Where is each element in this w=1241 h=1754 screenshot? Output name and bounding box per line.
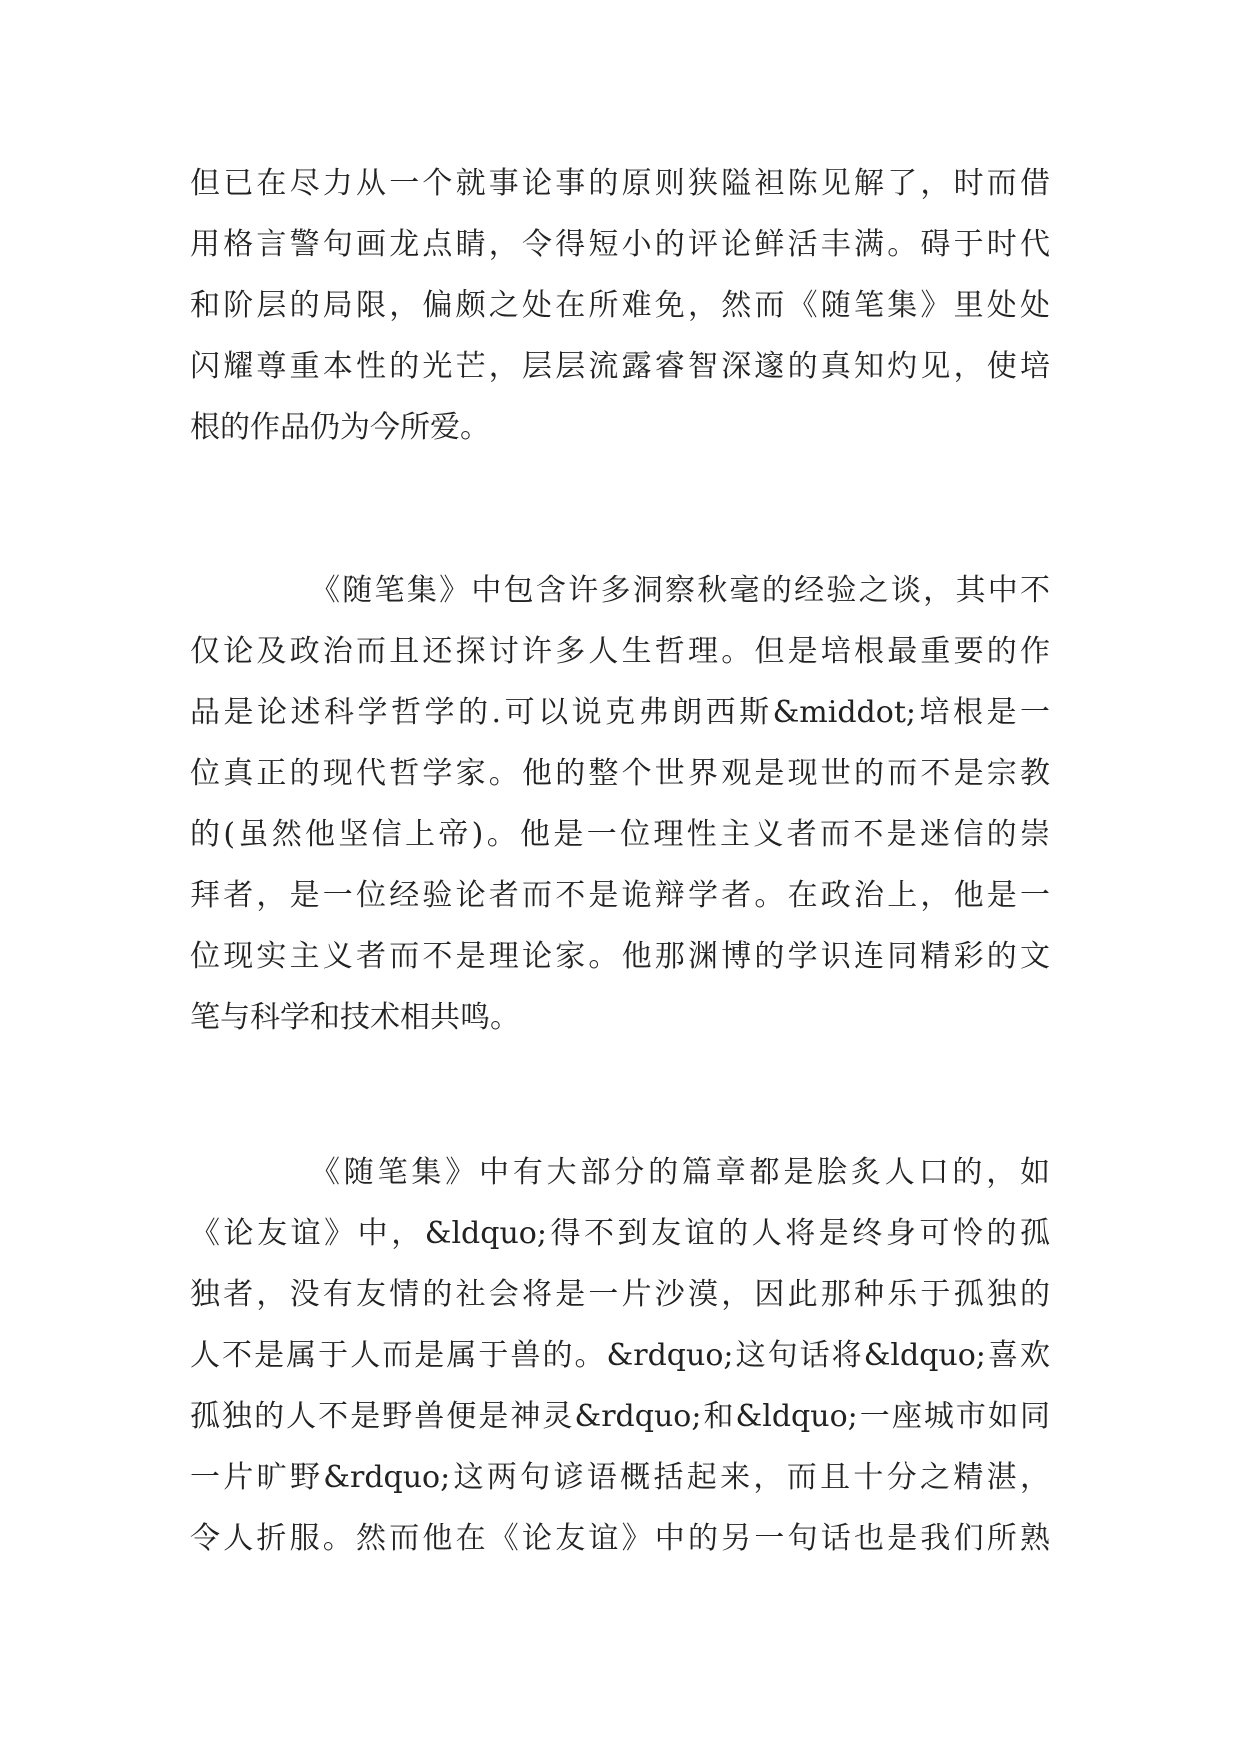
text-line: 根的作品仍为今所爱。 xyxy=(190,410,490,445)
text-line: 用格言警句画龙点睛，令得短小的评论鲜活丰满。碍于时代 xyxy=(190,227,1050,262)
text-line: 的(虽然他坚信上帝)。他是一位理性主义者而不是迷信的崇 xyxy=(190,817,1050,852)
text-line: 独者，没有友情的社会将是一片沙漠，因此那种乐于孤独的 xyxy=(190,1277,1050,1312)
paragraph-1 xyxy=(190,153,1050,458)
text-line: 但已在尽力从一个就事论事的原则狭隘袒陈见解了，时而借 xyxy=(190,166,1050,201)
paragraph-3 xyxy=(190,1142,1050,1569)
text-line: 令人折服。然而他在《论友谊》中的另一句话也是我们所熟 xyxy=(190,1521,1050,1556)
paragraph-2 xyxy=(190,560,1050,1048)
text-line: 笔与科学和技术相共鸣。 xyxy=(190,1000,520,1035)
text-line: 和阶层的局限，偏颇之处在所难免，然而《随笔集》里处处 xyxy=(190,288,1050,323)
text-line: 《论友谊》中，&ldquo;得不到友谊的人将是终身可怜的孤 xyxy=(190,1216,1050,1251)
text-line: 闪耀尊重本性的光芒，层层流露睿智深邃的真知灼见，使培 xyxy=(190,349,1050,384)
text-line: 品是论述科学哲学的.可以说克弗朗西斯&middot;培根是一 xyxy=(190,695,1050,730)
text-line: 仅论及政治而且还探讨许多人生哲理。但是培根最重要的作 xyxy=(190,634,1050,669)
text-line: 位现实主义者而不是理论家。他那渊博的学识连同精彩的文 xyxy=(190,939,1050,974)
text-line: 人不是属于人而是属于兽的。&rdquo;这句话将&ldquo;喜欢 xyxy=(190,1338,1050,1373)
text-line: 《随笔集》中包含许多洞察秋毫的经验之谈，其中不 xyxy=(310,573,1050,608)
text-line: 孤独的人不是野兽便是神灵&rdquo;和&ldquo;一座城市如同 xyxy=(190,1399,1050,1434)
text-line: 《随笔集》中有大部分的篇章都是脍炙人口的，如 xyxy=(310,1155,1050,1190)
text-line: 拜者，是一位经验论者而不是诡辩学者。在政治上，他是一 xyxy=(190,878,1050,913)
text-line: 位真正的现代哲学家。他的整个世界观是现世的而不是宗教 xyxy=(190,756,1050,791)
text-line: 一片旷野&rdquo;这两句谚语概括起来，而且十分之精湛， xyxy=(190,1460,1050,1495)
